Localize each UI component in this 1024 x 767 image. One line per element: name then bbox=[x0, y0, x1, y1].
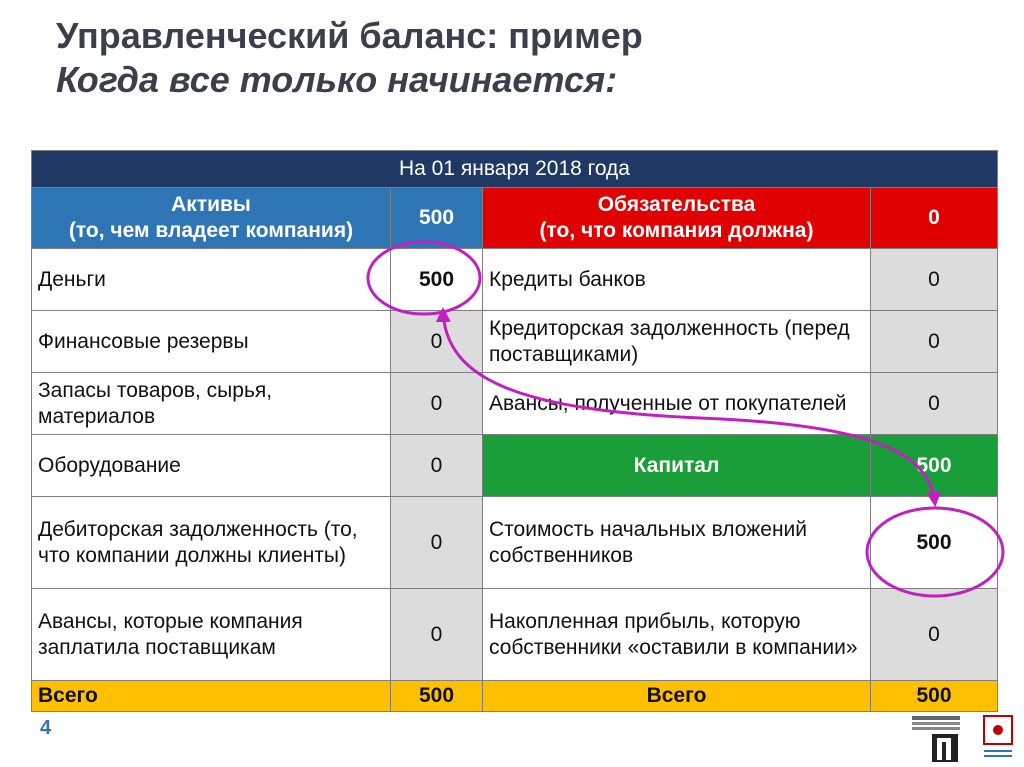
equity-value: 500 bbox=[871, 435, 998, 497]
liabilities-header-title: Обязательства bbox=[597, 193, 756, 216]
asset-value: 0 bbox=[391, 373, 483, 435]
assets-header bbox=[32, 188, 391, 249]
liabilities-header-total: 0 bbox=[871, 188, 998, 249]
table-row bbox=[32, 497, 998, 589]
asset-value: 0 bbox=[391, 497, 483, 589]
slide-subtitle: Когда все только начинается: bbox=[56, 59, 618, 100]
date-row bbox=[32, 151, 998, 188]
table-row bbox=[32, 589, 998, 681]
liability-value: 0 bbox=[871, 249, 998, 311]
total-value-assets: 500 bbox=[391, 681, 483, 712]
liability-label: Накопленная прибыль, которую собственники «оставили в компании» bbox=[483, 589, 871, 681]
page-number: 4 bbox=[40, 717, 52, 739]
total-value-liabilities: 500 bbox=[871, 681, 998, 712]
asset-value: 0 bbox=[391, 435, 483, 497]
equity-label: Капитал bbox=[483, 435, 871, 497]
table-row bbox=[32, 435, 998, 497]
header-row bbox=[32, 188, 998, 249]
balance-table bbox=[31, 150, 998, 712]
liability-value: 0 bbox=[871, 373, 998, 435]
institute-logo-icon bbox=[908, 712, 964, 764]
irb-pro-logo-icon bbox=[978, 712, 1018, 764]
table-row bbox=[32, 311, 998, 373]
asset-label: Дебиторская задолженность (то, что компании должны клиенты) bbox=[32, 497, 391, 589]
liability-label: Стоимость начальных вложений собственников bbox=[483, 497, 871, 589]
table-date: На 01 января 2018 года bbox=[32, 151, 998, 188]
liability-value: 0 bbox=[871, 589, 998, 681]
asset-label: Финансовые резервы bbox=[32, 311, 391, 373]
slide-title: Управленческий баланс: пример bbox=[56, 15, 643, 56]
asset-label: Деньги bbox=[32, 249, 391, 311]
table-row bbox=[32, 373, 998, 435]
asset-value: 0 bbox=[391, 311, 483, 373]
asset-value: 0 bbox=[391, 589, 483, 681]
asset-value: 500 bbox=[391, 249, 483, 311]
liabilities-header bbox=[483, 188, 871, 249]
assets-header-title: Активы bbox=[171, 193, 251, 216]
liability-label: Кредиты банков bbox=[483, 249, 871, 311]
total-row bbox=[32, 681, 998, 712]
total-label-liabilities: Всего bbox=[483, 681, 871, 712]
asset-label: Запасы товаров, сырья, материалов bbox=[32, 373, 391, 435]
table-row bbox=[32, 249, 998, 311]
liability-label: Кредиторская задолженность (перед поставщиками) bbox=[483, 311, 871, 373]
liability-value: 500 bbox=[871, 497, 998, 589]
assets-header-total: 500 bbox=[391, 188, 483, 249]
liability-value: 0 bbox=[871, 311, 998, 373]
liabilities-header-note: (то, что компания должна) bbox=[539, 219, 814, 242]
asset-label: Авансы, которые компания заплатила поставщикам bbox=[32, 589, 391, 681]
total-label-assets: Всего bbox=[32, 681, 391, 712]
slide-header bbox=[56, 14, 643, 102]
asset-label: Оборудование bbox=[32, 435, 391, 497]
liability-label: Авансы, полученные от покупателей bbox=[483, 373, 871, 435]
assets-header-note: (то, чем владеет компания) bbox=[68, 219, 354, 242]
